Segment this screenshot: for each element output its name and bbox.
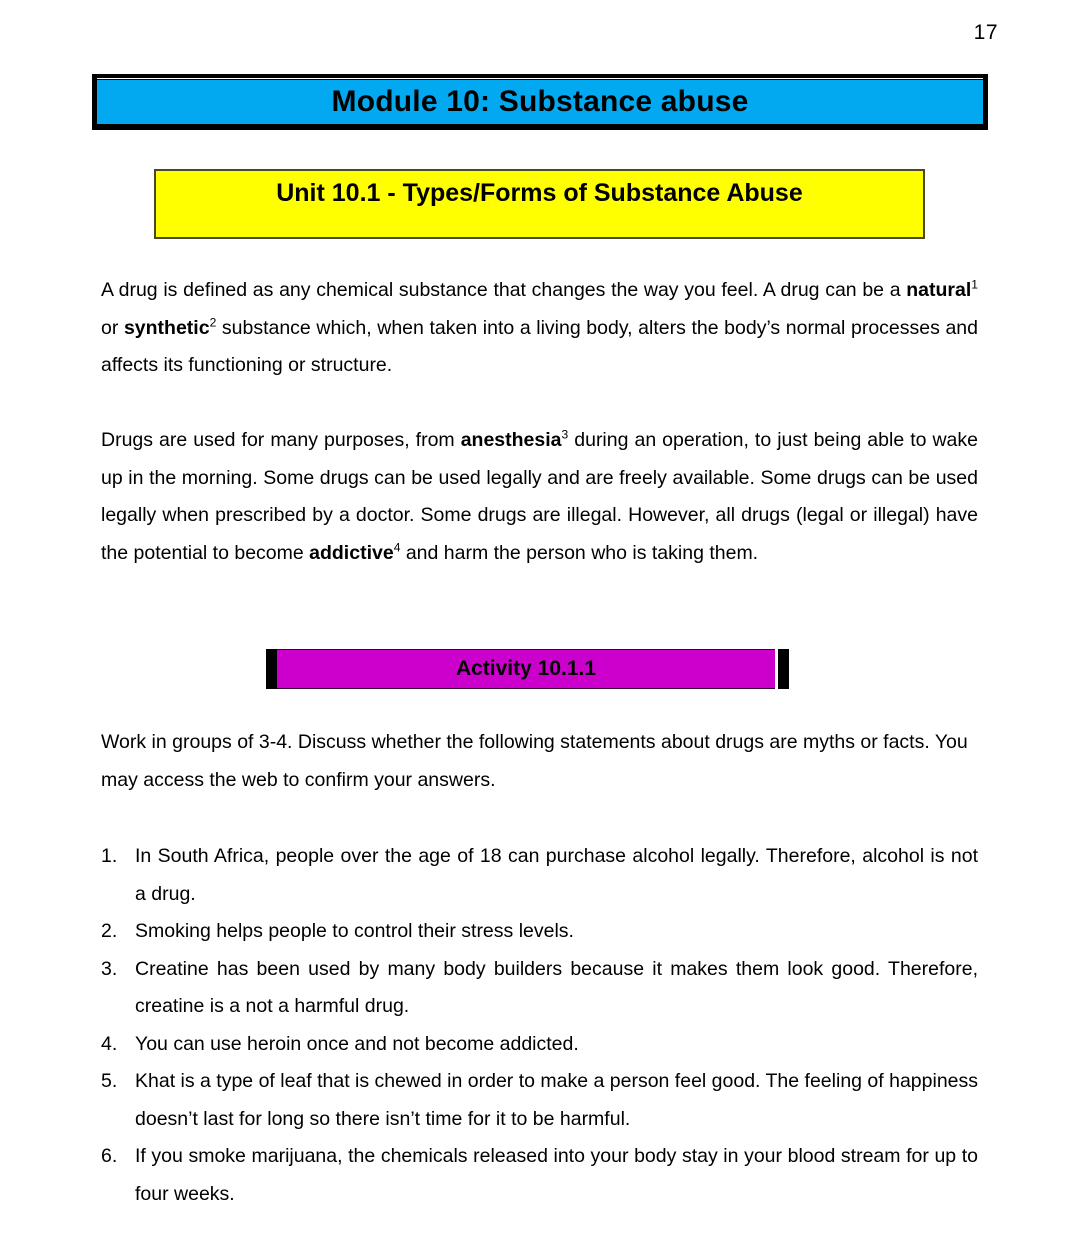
list-item-text: In South Africa, people over the age of 18 can purchase alcohol legally. Therefore, alcohol is not a drug. xyxy=(135,845,978,905)
activity-banner-right-endcap xyxy=(778,649,789,689)
footnote-ref-1: 1 xyxy=(971,277,978,292)
paragraph-purposes-part1: Drugs are used for many purposes, from xyxy=(101,429,461,451)
list-item-text: Smoking helps people to control their stress levels. xyxy=(135,920,574,942)
paragraph-purposes-part3: and harm the person who is taking them. xyxy=(400,541,759,564)
list-item xyxy=(101,1138,978,1213)
activity-title-banner xyxy=(266,649,789,689)
paragraph-definition-part2: or xyxy=(101,316,124,339)
list-item-text: If you smoke marijuana, the chemicals released into your body stay in your blood stream for up to four weeks. xyxy=(135,1145,978,1205)
unit-title-text: Unit 10.1 - Types/Forms of Substance Abuse xyxy=(276,179,803,207)
list-item-number: 5. xyxy=(101,1070,118,1092)
list-item xyxy=(101,1026,978,1064)
activity-statement-list xyxy=(101,838,978,1213)
module-title-banner xyxy=(92,74,988,130)
footnote-ref-3: 3 xyxy=(561,427,569,442)
unit-title-banner xyxy=(154,169,925,239)
list-item xyxy=(101,951,978,1026)
module-title-text: Module 10: Substance abuse xyxy=(331,85,749,118)
paragraph-purposes xyxy=(101,422,978,572)
list-item xyxy=(101,838,978,913)
list-item-number: 1. xyxy=(101,845,118,867)
page-number: 17 xyxy=(973,21,998,44)
paragraph-definition-part1: A drug is defined as any chemical substance that changes the way you feel. A drug can be a xyxy=(101,279,907,301)
activity-instructions: Work in groups of 3-4. Discuss whether the following statements about drugs are myths or facts. You may access the web to confirm your answers. xyxy=(101,731,968,791)
list-item-number: 3. xyxy=(101,957,118,980)
list-item xyxy=(101,913,978,951)
activity-banner-fill xyxy=(277,649,775,689)
term-addictive: addictive xyxy=(309,541,394,564)
term-synthetic: synthetic xyxy=(123,316,210,339)
paragraph-purposes-part2: during an operation, to just being able to wake up in the morning. Some drugs can be used legally and are freely available. Some drugs can be used legally when prescribed by a doctor. Some drugs are illegal. However, all drugs (legal or illegal) have the potential to become xyxy=(101,429,978,564)
activity-banner-left-endcap xyxy=(266,649,277,689)
list-item-text: Khat is a type of leaf that is chewed in order to make a person feel good. The feeling of happiness doesn’t last for long so there isn’t time for it to be harmful. xyxy=(135,1070,979,1130)
list-item xyxy=(101,1063,978,1138)
list-item-number: 4. xyxy=(101,1032,118,1055)
footnote-ref-4: 4 xyxy=(393,540,401,554)
term-anesthesia: anesthesia xyxy=(460,429,562,451)
footnote-ref-2: 2 xyxy=(209,315,217,329)
list-item-number: 6. xyxy=(101,1145,118,1167)
paragraph-definition xyxy=(101,272,978,385)
list-item-text: You can use heroin once and not become addicted. xyxy=(135,1032,579,1055)
term-natural: natural xyxy=(906,279,972,301)
list-item-text: Creatine has been used by many body builders because it makes them look good. Therefore, creatine is a not a harmful drug. xyxy=(135,957,978,1017)
paragraph-definition-part3: substance which, when taken into a living body, alters the body’s normal processes and affects its functioning or structure. xyxy=(101,316,978,376)
activity-title-text: Activity 10.1.1 xyxy=(455,657,597,680)
list-item-number: 2. xyxy=(101,920,118,942)
